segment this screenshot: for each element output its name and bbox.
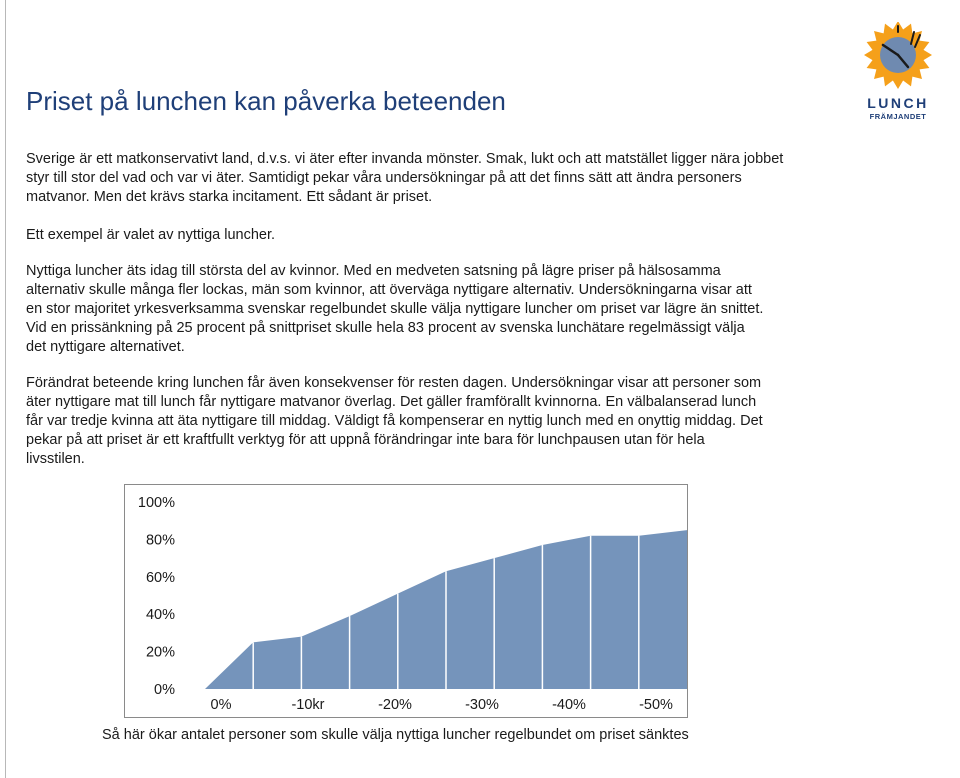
x-tick-label: -30% [465,697,499,713]
logo-wordmark: LUNCH [867,95,929,111]
y-tick-label: 60% [145,569,175,586]
page-title: Priset på lunchen kan påverka beteenden [26,86,506,116]
y-tick-label: 0% [154,682,175,698]
chart-frame [124,484,688,718]
chart-caption: Så här ökar antalet personer som skulle välja nyttiga luncher regelbundet om priset sänktes [102,727,689,743]
x-tick-label: -50% [639,697,673,713]
clock-plate-icon [858,22,938,94]
x-tick-label: -20% [378,697,412,713]
x-tick-label: -10kr [291,697,325,713]
x-tick-label: 0% [210,697,232,713]
y-tick-label: 40% [145,607,175,624]
x-tick-label: -40% [552,697,586,713]
y-tick-label: 80% [145,532,175,549]
lunchframjandet-logo [858,22,938,122]
y-tick-label: 100% [137,495,175,511]
intro-paragraph: Sverige är ett matkonservativt land, d.v.s. vi äter efter invanda mönster. Smak, lukt och att matstället ligger nära jobbet styr till stor del vad och var vi äter. Samtidigt pekar våra undersökningar på att det finns sätt att ändra personers matvanor. Men det krävs starka incitament. Ett sådant är priset. [26,151,784,205]
healthy-lunch-paragraph: Nyttiga luncher äts idag till största del av kvinnor. Med en medveten satsning på lägre priser på hälsosamma alternativ skulle många fler lockas, män som kvinnor, att överväga nyttigare alternativ. Undersökningarna visar att en stor majoritet yrkesverksamma svenskar regelbundet skulle välja nyttigare luncher om priset var lägre än snittet. Vid en prissänkning på 25 procent på snittpriset skulle hela 83 procent av svenska lunchätare regelmässigt välja det nyttigare alternativet. [26,263,764,355]
price-reduction-area-chart [125,485,687,717]
logo-subtitle: FRÄMJANDET [869,112,927,121]
left-margin-rule [5,0,6,778]
behavior-paragraph: Förändrat beteende kring lunchen får även konsekvenser för resten dagen. Undersökningar visar att personer som äter nyttigare mat till lunch får nyttigare matvanor överlag. Det gäller framförallt kvinnorna. En välbalanserad lunch får var tredje kvinna att äta nyttigare till middag. Väldigt få kompenserar en nyttig lunch med en onyttig middag. Det pekar på att priset är ett kraftfullt verktyg för att uppnå förändringar inte bara för lunchpausen utan för hela livsstilen. [26,375,763,467]
example-paragraph: Ett exempel är valet av nyttiga luncher. [26,227,276,243]
y-tick-label: 20% [145,644,175,661]
